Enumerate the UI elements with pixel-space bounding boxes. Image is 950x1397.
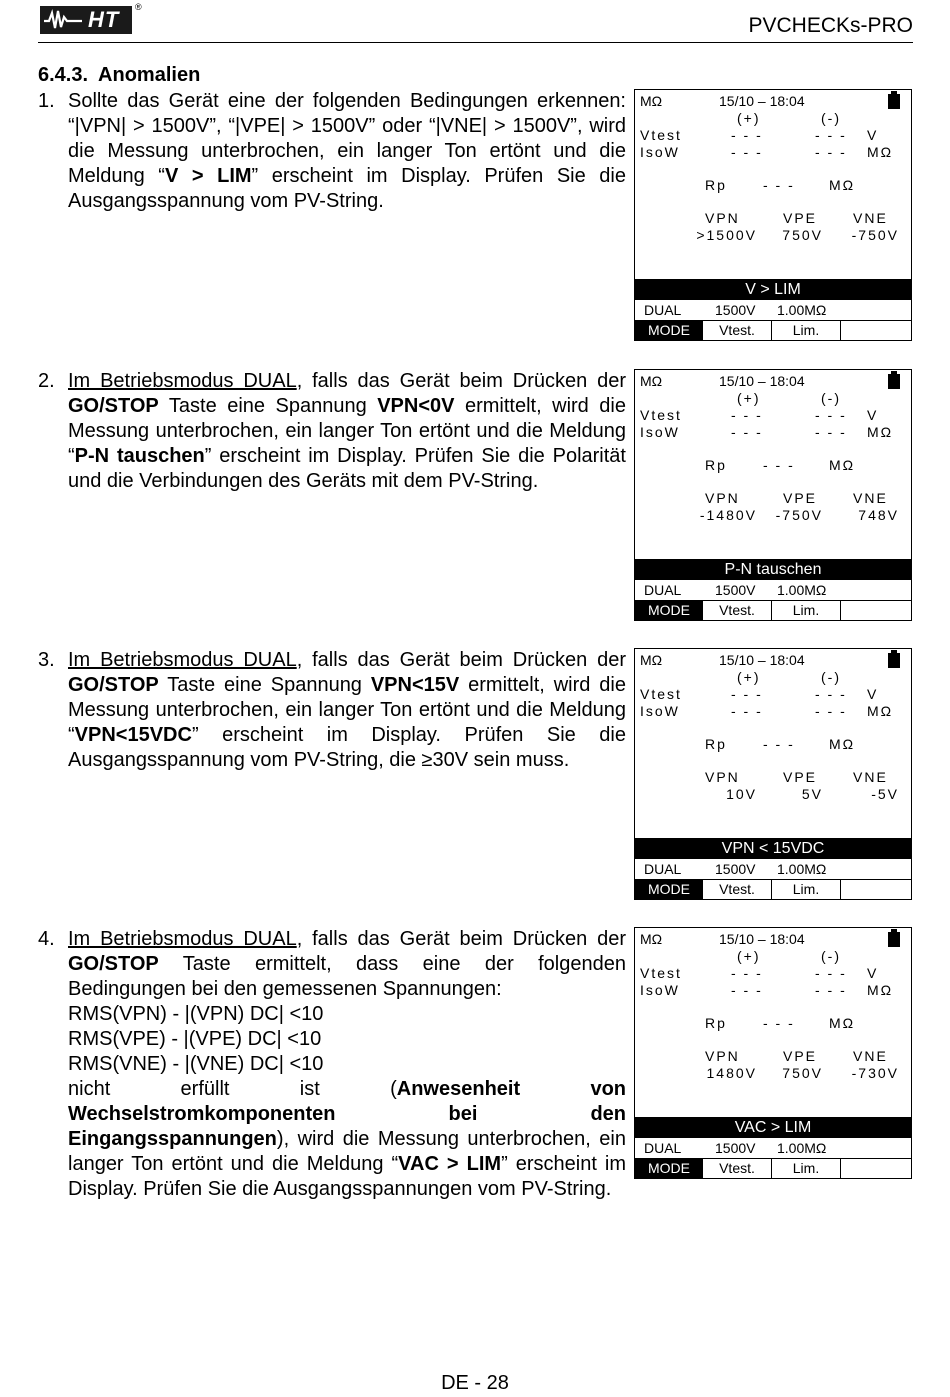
text-run: , falls das Gerät beim Drücken der [296, 649, 626, 671]
mode-voltage: 1500V [715, 861, 756, 877]
unit-label: MΩ [640, 93, 663, 109]
isow-minus-value: - - - [815, 703, 847, 719]
vpn-value: 10V [726, 786, 757, 802]
date-time: 15/10 – 18:04 [719, 652, 805, 668]
rp-unit: MΩ [829, 177, 856, 193]
date-time: 15/10 – 18:04 [719, 373, 805, 389]
text-run: Taste eine Spannung [158, 395, 378, 417]
item-number: 1. [38, 90, 55, 112]
isow-unit: MΩ [867, 703, 894, 719]
vtest-minus-value: - - - [815, 686, 847, 702]
display-message: V > LIM [635, 279, 911, 300]
isow-plus-value: - - - [731, 144, 763, 160]
vtest-minus-value: - - - [815, 127, 847, 143]
rp-label: Rp [705, 1015, 727, 1031]
section-number: 6.4.3. [38, 64, 89, 86]
mode-resistance: 1.00MΩ [777, 861, 827, 877]
text-run: nicht erfüllt ist ( [68, 1078, 397, 1100]
underlined-run: Im Betriebsmodus DUAL [68, 649, 297, 671]
vne-value: 748V [858, 507, 899, 523]
minus-label: (-) [821, 948, 841, 964]
page-number: DE - 28 [441, 1372, 509, 1394]
vtest-minus-value: - - - [815, 407, 847, 423]
vne-value: -730V [851, 1065, 899, 1081]
instrument-display [634, 89, 912, 341]
lim-softkey[interactable]: Lim. [772, 1158, 841, 1178]
minus-label: (-) [821, 390, 841, 406]
battery-icon [888, 94, 900, 109]
vtest-plus-value: - - - [731, 965, 763, 981]
logo-text: HT [88, 7, 120, 32]
vne-value: -5V [871, 786, 899, 802]
plus-label: (+) [737, 948, 761, 964]
mode-softkey[interactable]: MODE [635, 600, 703, 620]
text-run: ” erscheint im Display. Prüfen Sie die Ausgangsspannung vom PV-String. [68, 165, 626, 212]
item-text [68, 927, 626, 1202]
text-run: Taste ermittelt, dass eine der folgenden Bedingungen bei den gemessenen Spannungen: [68, 953, 626, 1000]
isow-plus-value: - - - [731, 424, 763, 440]
rp-value: - - - [763, 736, 795, 752]
text-run: Sollte das Gerät eine der folgenden Bedingungen erkennen: “|VPN| > 1500V”, “|VPE| > 1500V” oder “|VNE| > 1500V”, wird die Messung unterbrochen, ein langer Ton ertönt und die Meldung “ [68, 90, 626, 187]
battery-icon [888, 932, 900, 947]
item-text [68, 648, 626, 773]
vpe-value: 5V [801, 786, 823, 802]
rp-value: - - - [763, 457, 795, 473]
text-run: ” erscheint im Display. Prüfen Sie die Ausgangsspannung vom PV-String, die ≥30V sein muss. [68, 724, 626, 771]
vpe-label: VPE [783, 490, 818, 506]
softkey-bar [635, 879, 911, 899]
item-paragraph [68, 1077, 626, 1202]
mode-name: DUAL [644, 582, 682, 598]
text-run: ermittelt, wird die Messung unterbrochen, ein langer Ton ertönt und die Meldung “ [68, 395, 626, 467]
vne-value: -750V [851, 227, 899, 243]
bold-run: VPN<15V [370, 674, 460, 696]
mode-softkey[interactable]: MODE [635, 1158, 703, 1178]
rp-unit: MΩ [829, 457, 856, 473]
isow-plus-value: - - - [731, 703, 763, 719]
mode-name: DUAL [644, 861, 682, 877]
vtest-label: Vtest [640, 686, 682, 702]
isow-label: IsoW [640, 144, 680, 160]
item-number: 3. [38, 649, 55, 671]
bold-run: VAC > LIM [398, 1153, 502, 1175]
list-item [38, 648, 626, 773]
item-number: 4. [38, 928, 55, 950]
mode-voltage: 1500V [715, 582, 756, 598]
unit-label: MΩ [640, 373, 663, 389]
lim-softkey[interactable]: Lim. [772, 320, 841, 340]
mode-resistance: 1.00MΩ [777, 582, 827, 598]
condition-line: RMS(VPN) - |(VPN) DC| <10 [68, 1003, 324, 1025]
vpn-value: >1500V [696, 227, 757, 243]
vtest-softkey[interactable]: Vtest. [703, 600, 772, 620]
mode-resistance: 1.00MΩ [777, 1140, 827, 1156]
mode-status-row [635, 859, 911, 880]
unit-label: MΩ [640, 652, 663, 668]
text-run: Taste eine Spannung [158, 674, 371, 696]
vne-label: VNE [853, 210, 888, 226]
vtest-plus-value: - - - [731, 686, 763, 702]
display-message: VAC > LIM [635, 1117, 911, 1138]
bold-run: Anwesenheit von Wechselstromkomponenten bei den Eingangsspannungen [68, 1078, 626, 1150]
isow-unit: MΩ [867, 982, 894, 998]
isow-label: IsoW [640, 982, 680, 998]
waveform-icon [44, 9, 82, 31]
text-run: ermittelt, wird die Messung unterbrochen, ein langer Ton ertönt und die Meldung “ [68, 674, 626, 746]
vtest-softkey[interactable]: Vtest. [703, 1158, 772, 1178]
vtest-softkey[interactable]: Vtest. [703, 879, 772, 899]
item-text [68, 89, 626, 214]
date-time: 15/10 – 18:04 [719, 931, 805, 947]
plus-label: (+) [737, 110, 761, 126]
rp-unit: MΩ [829, 736, 856, 752]
vpe-value: -750V [775, 507, 823, 523]
vpe-label: VPE [783, 769, 818, 785]
mode-status-row [635, 1138, 911, 1159]
instrument-display [634, 369, 912, 621]
bold-run: V > LIM [164, 165, 252, 187]
vtest-label: Vtest [640, 127, 682, 143]
bold-run: GO/STOP [68, 674, 159, 696]
isow-plus-value: - - - [731, 982, 763, 998]
condition-line: RMS(VPE) - |(VPE) DC| <10 [68, 1028, 322, 1050]
document-title: PVCHECKs-PRO [748, 14, 913, 37]
isow-minus-value: - - - [815, 144, 847, 160]
vtest-unit: V [867, 686, 879, 702]
text-run: , falls das Gerät beim Drücken der [296, 370, 626, 392]
item-text [68, 369, 626, 494]
softkey-bar [635, 600, 911, 620]
bold-run: GO/STOP [68, 395, 159, 417]
item-number: 2. [38, 370, 55, 392]
isow-label: IsoW [640, 424, 680, 440]
vtest-label: Vtest [640, 965, 682, 981]
softkey-bar [635, 320, 911, 340]
text-run: , falls das Gerät beim Drücken der [296, 928, 626, 950]
ht-logo [40, 6, 132, 34]
text-run: ), wird die Messung unterbrochen, ein langer Ton ertönt und die Meldung “ [68, 1128, 626, 1175]
minus-label: (-) [821, 110, 841, 126]
rp-value: - - - [763, 1015, 795, 1031]
isow-minus-value: - - - [815, 982, 847, 998]
text-run: ” erscheint im Display. Prüfen Sie die Polarität und die Verbindungen des Geräts mit dem PV-String. [68, 445, 626, 492]
rp-label: Rp [705, 177, 727, 193]
mode-voltage: 1500V [715, 1140, 756, 1156]
lim-softkey[interactable]: Lim. [772, 600, 841, 620]
vtest-minus-value: - - - [815, 965, 847, 981]
plus-label: (+) [737, 669, 761, 685]
registered-mark: ® [135, 2, 142, 12]
vne-label: VNE [853, 490, 888, 506]
battery-icon [888, 374, 900, 389]
rp-label: Rp [705, 736, 727, 752]
vpe-label: VPE [783, 210, 818, 226]
vne-label: VNE [853, 769, 888, 785]
list-item [38, 927, 626, 1202]
vpe-label: VPE [783, 1048, 818, 1064]
bold-run: GO/STOP [68, 953, 159, 975]
date-time: 15/10 – 18:04 [719, 93, 805, 109]
softkey-bar [635, 1158, 911, 1178]
instrument-display [634, 648, 912, 900]
list-item [38, 369, 626, 494]
vpn-label: VPN [705, 769, 740, 785]
mode-status-row [635, 580, 911, 601]
minus-label: (-) [821, 669, 841, 685]
item-paragraph [68, 927, 626, 1002]
mode-resistance: 1.00MΩ [777, 302, 827, 318]
mode-voltage: 1500V [715, 302, 756, 318]
rp-value: - - - [763, 177, 795, 193]
display-message: P-N tauschen [635, 559, 911, 580]
mode-softkey[interactable]: MODE [635, 320, 703, 340]
vpe-value: 750V [782, 227, 823, 243]
vtest-unit: V [867, 407, 879, 423]
vtest-plus-value: - - - [731, 407, 763, 423]
battery-icon [888, 653, 900, 668]
bold-run: P-N tauschen [74, 445, 205, 467]
underlined-run: Im Betriebsmodus DUAL [68, 370, 297, 392]
condition-line: RMS(VNE) - |(VNE) DC| <10 [68, 1053, 324, 1075]
vpe-value: 750V [782, 1065, 823, 1081]
mode-status-row [635, 300, 911, 321]
unit-label: MΩ [640, 931, 663, 947]
rp-label: Rp [705, 457, 727, 473]
isow-unit: MΩ [867, 144, 894, 160]
vpn-label: VPN [705, 490, 740, 506]
lim-softkey[interactable]: Lim. [772, 879, 841, 899]
section-heading: Anomalien [98, 64, 201, 86]
text-run: ” erscheint im Display. Prüfen Sie die Ausgangsspannungen vom PV-String. [68, 1153, 627, 1200]
mode-name: DUAL [644, 1140, 682, 1156]
vtest-unit: V [867, 965, 879, 981]
plus-label: (+) [737, 390, 761, 406]
mode-name: DUAL [644, 302, 682, 318]
bold-run: VPN<15VDC [74, 724, 192, 746]
isow-unit: MΩ [867, 424, 894, 440]
underlined-run: Im Betriebsmodus DUAL [68, 928, 297, 950]
page-header [38, 0, 913, 43]
vtest-label: Vtest [640, 407, 682, 423]
mode-softkey[interactable]: MODE [635, 879, 703, 899]
bold-run: VPN<0V [377, 395, 455, 417]
vpn-label: VPN [705, 210, 740, 226]
vne-label: VNE [853, 1048, 888, 1064]
list-item [38, 89, 626, 214]
rp-unit: MΩ [829, 1015, 856, 1031]
isow-minus-value: - - - [815, 424, 847, 440]
vpn-value: 1480V [706, 1065, 757, 1081]
vtest-plus-value: - - - [731, 127, 763, 143]
isow-label: IsoW [640, 703, 680, 719]
vtest-softkey[interactable]: Vtest. [703, 320, 772, 340]
vpn-value: -1480V [699, 507, 757, 523]
vtest-unit: V [867, 127, 879, 143]
vpn-label: VPN [705, 1048, 740, 1064]
display-message: VPN < 15VDC [635, 838, 911, 859]
section-title [38, 64, 200, 87]
instrument-display [634, 927, 912, 1179]
